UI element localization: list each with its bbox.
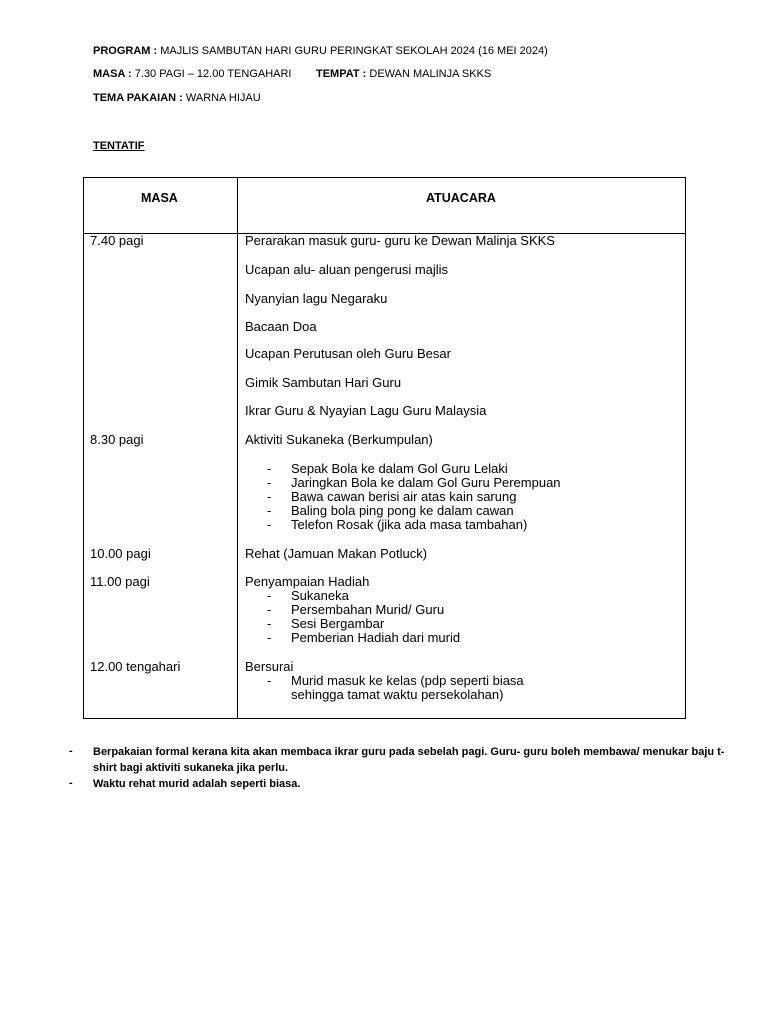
- sub-item: Persembahan Murid/ Guru: [291, 602, 445, 617]
- sub-item: Sepak Bola ke dalam Gol Guru Lelaki: [291, 461, 508, 476]
- tempat-group: [316, 67, 491, 81]
- bullet-dash: -: [267, 503, 272, 518]
- note-text: Berpakaian formal kerana kita akan membaca ikrar guru pada sebelah pagi. Guru- guru boleh membawa/ menukar baju t-shirt bagi aktiviti sukaneka jika perlu.: [93, 746, 725, 774]
- sub-item: Jaringkan Bola ke dalam Gol Guru Perempuan: [291, 475, 561, 490]
- activity-item: Aktiviti Sukaneka (Berkumpulan): [245, 432, 433, 447]
- sub-item: Murid masuk ke kelas (pdp seperti biasa: [291, 673, 524, 688]
- masa-label: MASA :: [93, 68, 132, 80]
- header-atuacara: ATUACARA: [426, 191, 496, 205]
- program-line: [93, 44, 548, 58]
- activity-item: Bacaan Doa: [245, 319, 317, 334]
- sub-item: Pemberian Hadiah dari murid: [291, 630, 461, 645]
- column-divider: [237, 178, 238, 718]
- bullet-dash: -: [267, 489, 272, 504]
- note-dash: -: [69, 745, 73, 757]
- tema-value: WARNA HIJAU: [185, 92, 261, 104]
- sub-item: Bawa cawan berisi air atas kain sarung: [291, 489, 517, 504]
- sub-item: Baling bola ping pong ke dalam cawan: [291, 503, 514, 518]
- bullet-dash: -: [267, 461, 272, 476]
- activity-item: Gimik Sambutan Hari Guru: [245, 375, 402, 390]
- program-value: MAJLIS SAMBUTAN HARI GURU PERINGKAT SEKOLAH 2024 (16 MEI 2024): [160, 45, 548, 57]
- time-cell: 7.40 pagi: [90, 233, 144, 248]
- time-cell: 8.30 pagi: [90, 432, 144, 447]
- bullet-dash: -: [267, 602, 272, 617]
- activity-item: Ucapan alu- aluan pengerusi majlis: [245, 262, 449, 277]
- bullet-dash: -: [267, 475, 272, 490]
- bullet-dash: -: [267, 630, 272, 645]
- bullet-dash: -: [267, 673, 272, 688]
- sub-item: Sukaneka: [291, 588, 349, 603]
- activity-item: Nyanyian lagu Negaraku: [245, 291, 388, 306]
- program-label: PROGRAM :: [93, 45, 158, 57]
- tentatif-heading: TENTATIF: [93, 140, 145, 152]
- activity-item: Penyampaian Hadiah: [245, 574, 370, 589]
- tema-line: [93, 91, 261, 105]
- activity-item: Ikrar Guru & Nyayian Lagu Guru Malaysia: [245, 403, 487, 418]
- sub-item: Sesi Bergambar: [291, 616, 385, 631]
- activity-item: Bersurai: [245, 659, 294, 674]
- time-cell: 12.00 tengahari: [90, 659, 181, 674]
- activity-item: Rehat (Jamuan Makan Potluck): [245, 546, 428, 561]
- masa-line: [93, 67, 492, 81]
- activity-item: Ucapan Perutusan oleh Guru Besar: [245, 346, 451, 361]
- time-cell: 11.00 pagi: [90, 574, 150, 589]
- sub-item-continued: sehingga tamat waktu persekolahan): [291, 687, 504, 702]
- bullet-dash: -: [267, 517, 272, 532]
- tema-label: TEMA PAKAIAN :: [93, 92, 183, 104]
- activity-item: Perarakan masuk guru- guru ke Dewan Malinja SKKS: [245, 233, 555, 248]
- bullet-dash: -: [267, 588, 272, 603]
- masa-value: 7.30 PAGI – 12.00 TENGAHARI: [134, 68, 292, 80]
- sub-item: Telefon Rosak (jika ada masa tambahan): [291, 517, 528, 532]
- tempat-value: DEWAN MALINJA SKKS: [369, 68, 492, 80]
- header-masa: MASA: [141, 191, 178, 205]
- bullet-dash: -: [267, 616, 272, 631]
- note-dash: -: [69, 777, 73, 789]
- time-cell: 10.00 pagi: [90, 546, 151, 561]
- note-text: Waktu rehat murid adalah seperti biasa.: [93, 778, 301, 790]
- tempat-label: TEMPAT :: [316, 68, 367, 80]
- schedule-table: [83, 177, 686, 719]
